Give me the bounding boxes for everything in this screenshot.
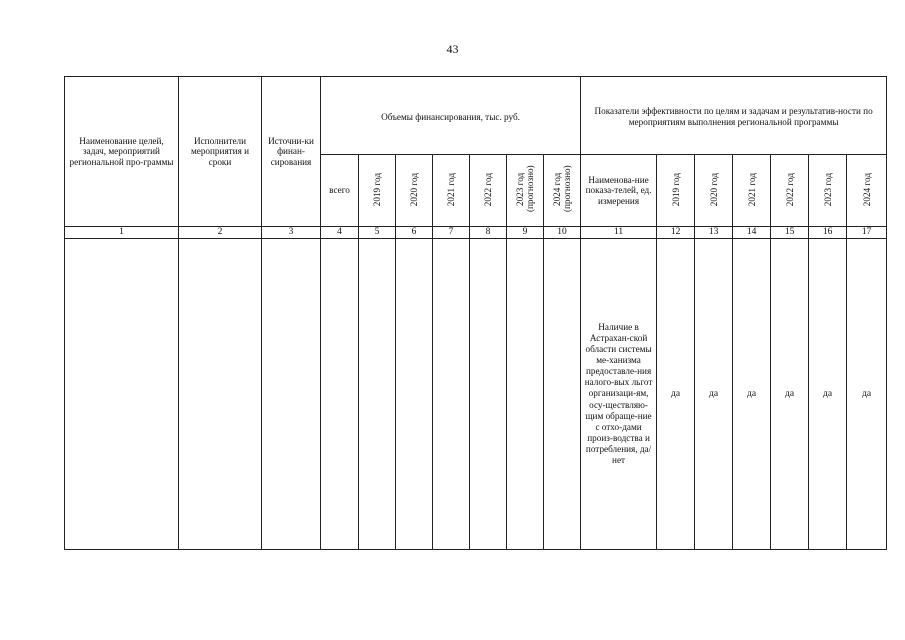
column-number: 1 — [65, 227, 179, 239]
table-row — [65, 239, 887, 550]
indicator-value-2022: да — [771, 239, 809, 550]
header-indicators: Показатели эффективности по целям и задачам и результатив-ности по мероприятиям выполнения региональной программы — [581, 77, 887, 155]
column-number: 16 — [809, 227, 847, 239]
goal-cell — [65, 239, 179, 550]
column-number-row — [65, 227, 887, 239]
column-number: 10 — [544, 227, 581, 239]
header-indicator-year-2019: 2019 год — [657, 155, 695, 227]
header-funding-year-2019: 2019 год — [359, 155, 396, 227]
funding-2021-cell — [433, 239, 470, 550]
header-funding-total: всего — [321, 155, 359, 227]
column-number: 5 — [359, 227, 396, 239]
header-funding-year-2022: 2022 год — [470, 155, 507, 227]
column-number: 8 — [470, 227, 507, 239]
header-indicator-year-2023: 2023 год — [809, 155, 847, 227]
column-number: 12 — [657, 227, 695, 239]
column-number: 9 — [507, 227, 544, 239]
header-funding-volumes: Объемы финансирования, тыс. руб. — [321, 77, 581, 155]
column-number: 3 — [262, 227, 321, 239]
funding-total-cell — [321, 239, 359, 550]
funding-2023-cell — [507, 239, 544, 550]
funding-2024-cell — [544, 239, 581, 550]
column-number: 17 — [847, 227, 887, 239]
column-number: 6 — [396, 227, 433, 239]
header-funding-sources: Источни-ки финан-сирования — [262, 77, 321, 227]
column-number: 15 — [771, 227, 809, 239]
header-goals: Наименование целей, задач, мероприятий региональной про-граммы — [65, 77, 179, 227]
indicator-value-2023: да — [809, 239, 847, 550]
page-number: 43 — [446, 42, 459, 56]
column-number: 14 — [733, 227, 771, 239]
header-indicator-year-2021: 2021 год — [733, 155, 771, 227]
executor-cell — [179, 239, 262, 550]
column-number: 13 — [695, 227, 733, 239]
column-number: 11 — [581, 227, 657, 239]
indicator-value-2020: да — [695, 239, 733, 550]
header-indicator-year-2020: 2020 год — [695, 155, 733, 227]
indicator-name-cell: Наличие в Астрахан-ской области системы ме-ханизма предоставле-ния налого-вых льгот организаци-ям, осу-ществляю-щим обраще-ние с отхо-дами произ-водства и потребления, да/нет — [581, 239, 657, 550]
program-table — [64, 76, 887, 550]
indicator-value-2024: да — [847, 239, 887, 550]
header-funding-year-2024: 2024 год (прогнозно) — [544, 155, 581, 227]
funding-2019-cell — [359, 239, 396, 550]
header-indicator-year-2024: 2024 год — [847, 155, 887, 227]
header-funding-year-2020: 2020 год — [396, 155, 433, 227]
column-number: 7 — [433, 227, 470, 239]
header-funding-year-2023: 2023 год (прогнозно) — [507, 155, 544, 227]
funding-source-cell — [262, 239, 321, 550]
header-funding-year-2021: 2021 год — [433, 155, 470, 227]
funding-2020-cell — [396, 239, 433, 550]
column-number: 2 — [179, 227, 262, 239]
indicator-value-2021: да — [733, 239, 771, 550]
funding-2022-cell — [470, 239, 507, 550]
indicator-value-2019: да — [657, 239, 695, 550]
header-indicator-name: Наименова-ние показа-телей, ед. измерения — [581, 155, 657, 227]
header-executors: Исполнители мероприятия и сроки — [179, 77, 262, 227]
column-number: 4 — [321, 227, 359, 239]
header-indicator-year-2022: 2022 год — [771, 155, 809, 227]
